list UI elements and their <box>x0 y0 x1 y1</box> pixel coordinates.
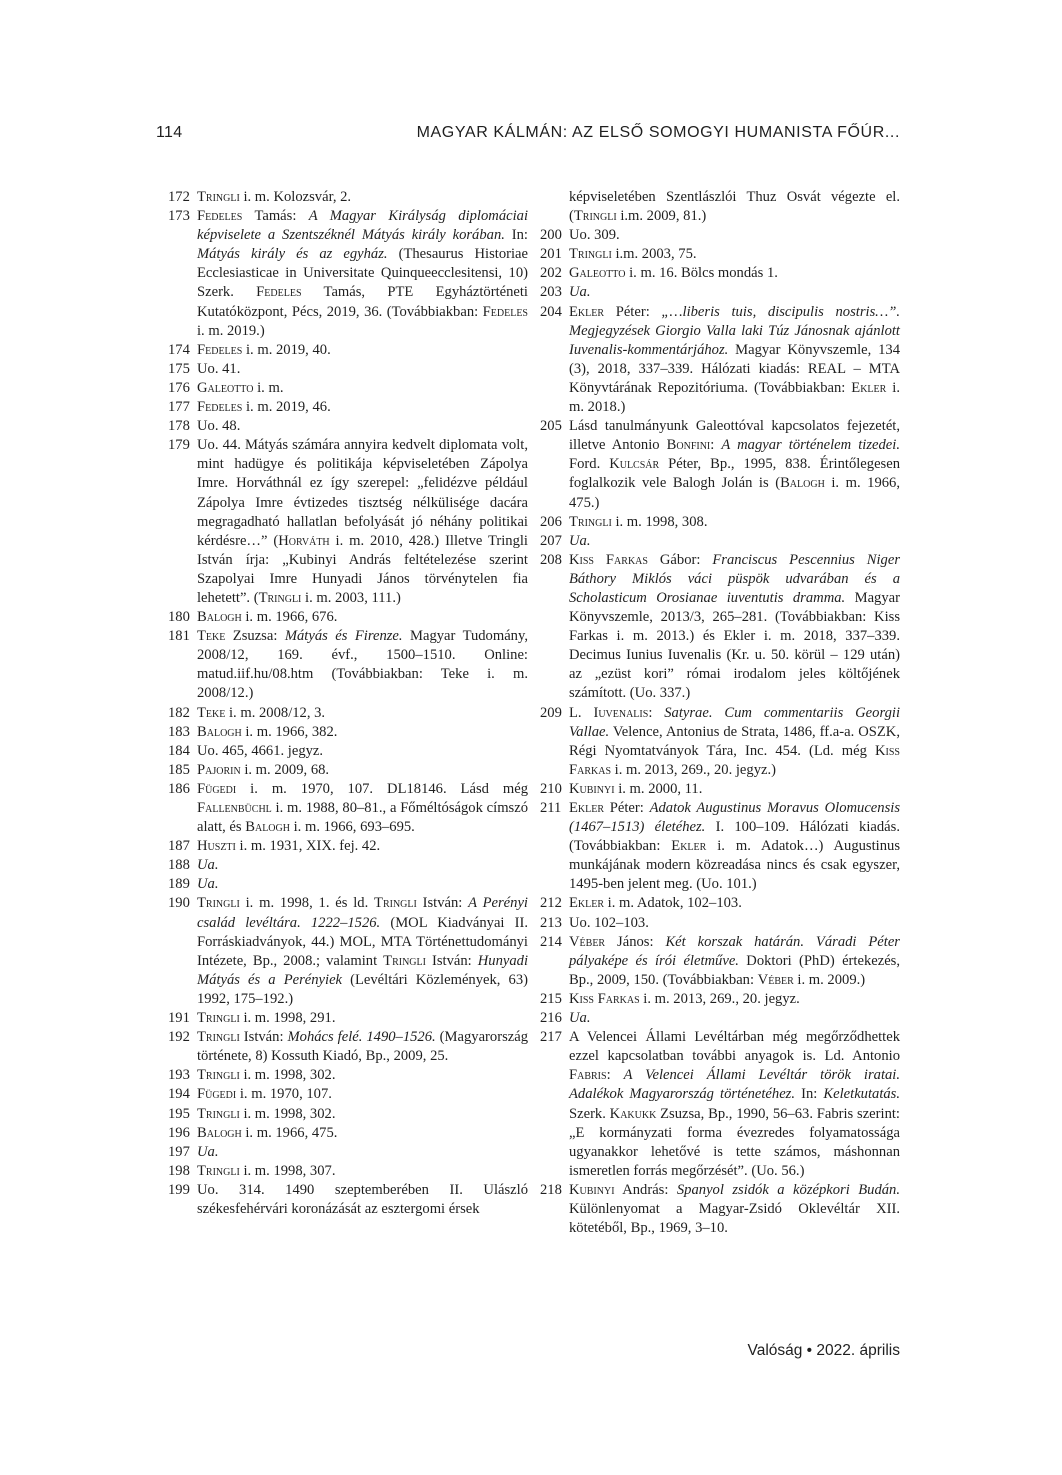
author-name: Tringli <box>573 208 617 225</box>
note-text: In: <box>795 1086 824 1103</box>
footnote-214 <box>540 933 900 990</box>
footnote-209 <box>540 704 900 780</box>
footnote-text <box>197 398 528 417</box>
note-text: Péter: <box>604 800 650 816</box>
note-title: Hunyadi Mátyás és a Perényiek <box>197 952 528 988</box>
footnote-number: 205 <box>540 418 562 435</box>
footnote-text <box>569 1028 900 1181</box>
note-text: i. m. <box>253 379 284 396</box>
note-text: In: <box>504 227 528 244</box>
footnote-183 <box>168 723 528 742</box>
footnote-number: 181 <box>168 628 190 645</box>
footnote-number: 179 <box>168 437 190 454</box>
note-text: Szerk. <box>569 1105 610 1122</box>
note-text: András: <box>614 1181 677 1198</box>
note-title: Ua. <box>569 1010 591 1027</box>
note-text: Uo. 465, 4661. jegyz. <box>197 742 324 759</box>
note-text: L. <box>569 704 594 721</box>
footnote-text <box>569 417 900 512</box>
footnote-number: 189 <box>168 876 190 893</box>
note-text: i. m. 1998, 291. <box>239 1010 336 1027</box>
note-text: Uo. 44. Mátyás számára annyira kedvelt diplomata volt, mint hadügye és politikája képviseletében Zápolya Imre. Horváthnál ez így szerepel: „felidézve például Zápolya Imre évtizedes tisztség nélkülisége dacára megragadható hallatlan befolyását jó néhány politikai kérdésre…” ( <box>197 437 528 549</box>
footnote-text <box>197 894 528 1009</box>
note-text: i. m. 1998, 308. <box>611 513 708 530</box>
note-text: i. m. 1966, 693–695. <box>289 819 415 836</box>
footnote-number: 178 <box>168 418 190 435</box>
note-title: A Velencei Állami Levéltár török iratai. Adalékok Magyarország történetéhez. <box>569 1067 900 1103</box>
author-name: Kiss Farkas <box>569 742 900 778</box>
footnote-text <box>197 1028 528 1066</box>
author-name: Kubinyi <box>569 1181 615 1198</box>
author-name: Kubinyi <box>569 780 615 797</box>
note-text: Zsuzsa: <box>225 628 285 645</box>
footnote-text <box>197 1066 528 1085</box>
footnote-175 <box>168 360 528 379</box>
footnote-211 <box>540 799 900 894</box>
note-text: i. m. 2003, 111.) <box>301 589 401 606</box>
note-text: i. m. 1966, 475.) <box>569 475 900 511</box>
note-title: Mátyás és Firenze. <box>284 628 403 645</box>
author-name: Ekler <box>671 838 707 855</box>
note-text: i. m. 2013, 269., 20. jegyz. <box>639 990 800 1007</box>
note-title: A Perényi család levéltára. 1222–1526. <box>197 895 528 931</box>
footnote-205 <box>540 417 900 512</box>
footnote-text <box>569 303 900 418</box>
footnote-number: 172 <box>168 189 190 205</box>
author-name: Fügedi <box>197 780 237 797</box>
footnote-number: 184 <box>168 742 190 759</box>
author-name: Tringli <box>569 513 612 530</box>
footnote-185 <box>168 761 528 780</box>
footnote-text <box>569 990 900 1009</box>
footnote-number: 211 <box>540 800 562 816</box>
footnote-173 <box>168 207 528 341</box>
author-name: Tringli <box>197 1067 240 1084</box>
note-text: i. m. 1970, 107. DL18146. Lásd még <box>236 780 528 797</box>
footnote-207 <box>540 532 900 551</box>
footnote-186 <box>168 780 528 837</box>
footnote-number: 210 <box>540 780 562 797</box>
author-name: Fedeles <box>197 208 243 225</box>
footnote-213 <box>540 914 900 933</box>
footnote-text <box>197 379 528 398</box>
footnote-number: 176 <box>168 379 190 396</box>
footnote-text <box>569 933 900 990</box>
footnote-text <box>569 226 900 245</box>
note-text: i. m. 1966, 382. <box>241 723 338 740</box>
footnote-number: 213 <box>540 914 562 931</box>
note-text: Uo. 314. 1490 szeptemberében II. Ulászló székesfehérvári koronázását az esztergomi érsek <box>197 1181 528 1217</box>
note-text: Uo. 48. <box>197 418 241 435</box>
author-name: Huszti <box>197 838 236 855</box>
footnote-number: 187 <box>168 838 190 855</box>
note-text: i. m. 1966, 475. <box>241 1124 338 1141</box>
note-title: A magyar történelem tizedei. <box>721 437 900 454</box>
footnote-number: 202 <box>540 265 562 282</box>
footnote-174 <box>168 341 528 360</box>
footnote-text <box>197 1124 528 1143</box>
footnotes-left-column <box>168 188 528 1219</box>
note-text: i. m. 1998, 302. <box>239 1105 336 1122</box>
note-text: : <box>710 437 722 454</box>
note-text: (MOL Kiadványai II. Forráskiadványok, 44.) MOL, MTA Történettudományi Intézete, Bp., 2008.; valamint <box>197 914 528 969</box>
note-text: i. m. Adatok…) Augustinus munkájának modern közreadása nincs és csak egyszer, 1495-ben jelent meg. (Uo. 101.) <box>569 838 900 893</box>
note-text: (Thesaurus Historiae Ecclesiasticae in Universitate Quinqueecclesitensi, 10) Szerk. <box>197 246 528 301</box>
note-text: : <box>606 1067 624 1084</box>
footnote-number: 183 <box>168 723 190 740</box>
footnote-number: 185 <box>168 761 190 778</box>
footnote-203 <box>540 283 900 302</box>
footnote-number: 218 <box>540 1181 562 1198</box>
footnote-text <box>197 417 528 436</box>
author-name: Ekler <box>569 895 605 912</box>
footnote-text <box>197 704 528 723</box>
footnote-208 <box>540 551 900 704</box>
note-text: Uo. 309. <box>569 227 620 244</box>
footnote-text <box>197 875 528 894</box>
footnote-number: 182 <box>168 704 190 721</box>
note-text: Uo. 41. <box>197 360 241 377</box>
author-name: Balogh <box>197 723 242 740</box>
note-text: Péter, Bp., 1995, 838. Érintőlegesen foglalkozik vele Balogh Jolán is ( <box>569 456 900 492</box>
author-name: Fallenbüchl <box>197 800 272 816</box>
footnote-number: 216 <box>540 1010 562 1027</box>
note-text: A Velencei Állami Levéltárban még megőrződhettek ezzel kapcsolatban további anyagok is. Ld. Antonio <box>569 1029 900 1065</box>
author-name: Fabris <box>569 1067 607 1084</box>
note-title: Satyrae. Cum commentariis Georgii Vallae. <box>569 704 900 740</box>
note-text: Lásd tanulmányunk Galeottóval kapcsolatos fejezetét, illetve Antonio <box>569 418 900 454</box>
footnote-number: 206 <box>540 513 562 530</box>
note-text: István: <box>416 895 469 912</box>
note-text: Gábor: <box>647 551 713 568</box>
note-text: (Levéltári Közlemények, 63) 1992, 175–192.) <box>197 971 528 1007</box>
footnote-text <box>197 627 528 703</box>
note-text: Magyar Könyvszemle, 134 (3), 2018, 337–339. Hálózati kiadás: REAL – MTA Könyvtárának Repozitóriuma. (Továbbiakban: <box>569 341 900 396</box>
footnote-text <box>569 551 900 704</box>
note-text: i.m. 2009, 81.) <box>616 208 707 225</box>
footnote-193 <box>168 1066 528 1085</box>
footnote-200 <box>540 226 900 245</box>
author-name: Balogh <box>245 819 290 836</box>
footnote-text <box>569 780 900 799</box>
footnote-text <box>197 1181 528 1219</box>
running-title: MAGYAR KÁLMÁN: AZ ELSŐ SOMOGYI HUMANISTA FŐÚR... <box>416 124 900 141</box>
footnote-text <box>197 1105 528 1124</box>
footnote-text <box>569 532 900 551</box>
footnote-number: 192 <box>168 1029 190 1046</box>
author-name: Balogh <box>780 475 825 492</box>
author-name: Fedeles <box>482 303 528 320</box>
footnote-number: 188 <box>168 857 190 874</box>
footnote-194 <box>168 1085 528 1104</box>
note-title: Két korszak határán. Váradi Péter pályaképe és írói életműve. <box>569 933 900 969</box>
footnote-177 <box>168 398 528 417</box>
footnote-text <box>197 780 528 837</box>
note-text: képviseletében Szentlászlói Thuz Osvát végezte el. ( <box>569 189 900 225</box>
note-text: i. m. Kolozsvár, 2. <box>239 189 352 205</box>
note-text: i. m. 1998, 307. <box>239 1162 336 1179</box>
footnote-199 <box>168 1181 528 1219</box>
note-title: Ua. <box>197 876 219 893</box>
footnote-number: 193 <box>168 1067 190 1084</box>
author-name: Tringli <box>197 1105 240 1122</box>
note-text: i. m. 1970, 107. <box>236 1086 332 1103</box>
author-name: Fedeles <box>197 399 243 416</box>
footnote-text <box>569 1181 900 1238</box>
author-name: Iuvenalis <box>593 704 649 721</box>
author-name: Ekler <box>569 800 605 816</box>
footnote-number: 214 <box>540 933 562 950</box>
author-name: Véber <box>569 933 606 950</box>
author-name: Teke <box>197 704 226 721</box>
footnote-196 <box>168 1124 528 1143</box>
footnote-number: 199 <box>168 1181 190 1198</box>
footnote-number: 173 <box>168 208 190 225</box>
note-text: Magyar Könyvszemle, 2013/3, 265–281. (Továbbiakban: Kiss Farkas i. m. 2013.) és Ekler i. m. 2018, 337–339. Decimus Iunius Iuvenalis (Kr. u. 50. körül – 129 után) az „ezüst kori” római irodalom jeles költőjének számított. (Uo. 337.) <box>569 589 900 702</box>
footnote-number: 207 <box>540 532 562 549</box>
footnote-text <box>197 608 528 627</box>
footnote-206 <box>540 513 900 532</box>
footnote-text <box>197 360 528 379</box>
footnote-210 <box>540 780 900 799</box>
footnote-216 <box>540 1009 900 1028</box>
note-title: Keletkutatás. <box>823 1086 900 1103</box>
footer: Valóság • 2022. április <box>747 1342 900 1359</box>
author-name: Teke <box>197 628 226 645</box>
note-title: Ua. <box>197 857 219 874</box>
author-name: Pajorin <box>197 761 241 778</box>
footnote-184 <box>168 742 528 761</box>
author-name: Galeotto <box>569 265 626 282</box>
note-text: Velence, Antonius de Strata, 1486, ff.a-a. OSZK, Régi Nyomtatványok Tára, Inc. 454. (Ld. még <box>569 723 900 759</box>
footnote-number: 208 <box>540 551 562 568</box>
footnote-number: 209 <box>540 704 562 721</box>
author-name: Kiss Farkas <box>569 990 640 1007</box>
note-title: Ua. <box>569 532 591 549</box>
note-title: „…liberis tuis, discipulis nostris…”. Megjegyzések Giorgio Valla laki Túz Jánosnak ajánlott Iuvenalis-kommentárjához. <box>569 303 900 358</box>
note-text: i.m. 2003, 75. <box>611 246 697 263</box>
author-name: Tringli <box>197 1162 240 1179</box>
note-text: i. m. 2019, 40. <box>242 341 331 358</box>
note-title: Franciscus Pescennius Niger Báthory Miklós váci püspök udvarában és a Scholasticum Orosianae iuventutis dramma. <box>569 551 901 606</box>
footnote-text <box>569 704 900 780</box>
footnote-218 <box>540 1181 900 1238</box>
footnote-201 <box>540 245 900 264</box>
author-name: Ekler <box>851 379 887 396</box>
note-text: Ford. <box>569 456 610 473</box>
footnote-192 <box>168 1028 528 1066</box>
note-text: i. m. 2018.) <box>569 379 900 416</box>
footnote-199-continuation <box>540 188 900 226</box>
footnote-191 <box>168 1009 528 1028</box>
author-name: Tringli <box>374 895 417 912</box>
footnote-number: 215 <box>540 990 562 1007</box>
footnote-text <box>197 1009 528 1028</box>
footnote-178 <box>168 417 528 436</box>
footnote-text <box>569 914 900 933</box>
note-text: i. m. 2010, 428.) Illetve Tringli István írja: „Kubinyi András feltételezése szerint Szapolyai Imre Hunyadi János törvénytelen fia lehetett”. ( <box>197 532 528 606</box>
footnote-number: 195 <box>168 1105 190 1122</box>
note-text: i. m. 1966, 676. <box>241 609 338 626</box>
footnote-172 <box>168 188 528 207</box>
note-text: István: <box>239 1029 288 1046</box>
author-name: Tringli <box>197 1010 240 1027</box>
note-text: i. m. 1988, 80–81., a Főméltóságok címszó alatt, és <box>197 800 528 836</box>
footnote-number: 177 <box>168 399 190 416</box>
footnote-text <box>569 894 900 913</box>
footnote-number: 204 <box>540 303 562 320</box>
author-name: Balogh <box>197 1124 242 1141</box>
footnote-190 <box>168 894 528 1009</box>
author-name: Tringli <box>258 589 302 606</box>
footnote-197 <box>168 1143 528 1162</box>
note-title: A Magyar Királyság diplomáciai képviselete a Szentszéknél Mátyás király korában. <box>197 208 528 244</box>
footnote-215 <box>540 990 900 1009</box>
note-text: i. m. Adatok, 102–103. <box>604 895 742 912</box>
footnote-188 <box>168 856 528 875</box>
note-text: i. m. 16. Bölcs mondás 1. <box>625 265 778 282</box>
note-title: Ua. <box>569 284 591 301</box>
footnote-number: 180 <box>168 609 190 626</box>
note-text: i. m. 1931, XIX. fej. 42. <box>235 838 381 855</box>
note-text: Tamás: <box>242 208 309 225</box>
note-text: i. m. 2000, 11. <box>614 780 703 797</box>
footnote-text <box>197 341 528 360</box>
note-text: Doktori (PhD) értekezés, Bp., 2009, 150. (Továbbiakban: <box>569 952 900 988</box>
footnote-text <box>197 1162 528 1181</box>
note-title: Spanyol zsidók a középkori Budán. <box>676 1181 900 1198</box>
note-title: Ua. <box>197 1143 219 1160</box>
note-text: Magyar Tudomány, 2008/12, 169. évf., 1500–1510. Online: matud.iif.hu/08.htm (Továbbiakban: Teke i. m. 2008/12.) <box>197 628 528 702</box>
footnote-179 <box>168 436 528 608</box>
footnote-text <box>197 1085 528 1104</box>
author-name: Ekler <box>569 303 605 320</box>
footnote-176 <box>168 379 528 398</box>
author-name: Tringli <box>383 952 426 969</box>
footnote-text <box>197 436 528 608</box>
note-text: i. m. 2019, 46. <box>242 399 331 416</box>
note-text: i. m. 1998, 302. <box>239 1067 336 1084</box>
note-text: i. m. 2009.) <box>793 971 866 988</box>
footnote-number: 217 <box>540 1029 562 1046</box>
footnote-text <box>197 207 528 341</box>
footnote-text <box>197 723 528 742</box>
author-name: Fügedi <box>197 1086 237 1103</box>
footnote-number: 198 <box>168 1162 190 1179</box>
footnote-text <box>569 283 900 302</box>
author-name: Tringli <box>569 246 612 263</box>
author-name: Fedeles <box>256 284 302 301</box>
page-number: 114 <box>156 124 183 141</box>
footnote-number: 212 <box>540 895 562 912</box>
footnote-number: 186 <box>168 780 190 797</box>
footnote-text <box>569 513 900 532</box>
footnote-text <box>197 761 528 780</box>
note-text: (Magyarország története, 8) Kossuth Kiadó, Bp., 2009, 25. <box>197 1029 528 1065</box>
footnotes-right-column <box>540 188 900 1238</box>
footnote-187 <box>168 837 528 856</box>
footnote-text <box>569 1009 900 1028</box>
footnote-number: 191 <box>168 1010 190 1027</box>
note-text: : <box>648 704 665 721</box>
note-text: i. m. 1998, 1. és ld. <box>239 895 375 912</box>
footnote-number: 194 <box>168 1086 190 1103</box>
note-text: I. 100–109. Hálózati kiadás. (Továbbiakban: <box>569 819 900 855</box>
author-name: Horváth <box>278 532 330 549</box>
footnote-204 <box>540 303 900 418</box>
footnote-195 <box>168 1105 528 1124</box>
author-name: Balogh <box>197 609 242 626</box>
note-text: István: <box>425 952 478 969</box>
author-name: Kakukk <box>609 1105 657 1122</box>
author-name: Galeotto <box>197 379 254 396</box>
author-name: Tringli <box>197 895 240 912</box>
note-text: Péter: <box>604 303 662 320</box>
footnote-189 <box>168 875 528 894</box>
author-name: Fedeles <box>197 341 243 358</box>
footnote-202 <box>540 264 900 283</box>
note-title: Mohács felé. 1490–1526. <box>287 1029 436 1046</box>
author-name: Kulcsár <box>609 456 660 473</box>
footnote-number: 201 <box>540 246 562 263</box>
footnote-212 <box>540 894 900 913</box>
footnote-text <box>197 188 528 207</box>
note-text: Különlenyomat a Magyar-Zsidó Oklevéltár XII. kötetéből, Bp., 1969, 3–10. <box>569 1200 900 1237</box>
note-text: i. m. 2009, 68. <box>240 761 330 778</box>
note-title: Mátyás király és az egyház. <box>197 246 388 263</box>
footnote-number: 197 <box>168 1143 190 1160</box>
note-title: Adatok Augustinus Moravus Olomucensis (1467–1513) életéhez. <box>569 800 900 836</box>
footnote-number: 196 <box>168 1124 190 1141</box>
note-text: Tamás, PTE Egyháztörténeti Kutatóközpont, Pécs, 2019, 36. (Továbbiakban: <box>197 284 528 320</box>
author-name: Kiss Farkas <box>569 551 648 568</box>
footnote-text <box>197 856 528 875</box>
author-name: Bonfini <box>666 437 711 454</box>
footnote-text <box>197 837 528 856</box>
footnote-number: 203 <box>540 284 562 301</box>
author-name: Véber <box>757 971 794 988</box>
footnote-text <box>569 264 900 283</box>
note-text: i. m. 2008/12, 3. <box>225 704 326 721</box>
note-text: Zsuzsa, Bp., 1990, 56–63. Fabris szerint: „E kormányzati forma évezredes folyamatossága ugyanakkor lehetővé is tette számos, máshonnan ismeretlen forrás megőrzését”. (Uo. 56.) <box>569 1105 900 1179</box>
note-text: i. m. 2013, 269., 20. jegyz.) <box>611 761 776 778</box>
author-name: Tringli <box>197 189 240 205</box>
footnote-text <box>569 799 900 894</box>
footnote-180 <box>168 608 528 627</box>
footnote-text <box>569 245 900 264</box>
footnote-198 <box>168 1162 528 1181</box>
note-text: János: <box>605 933 666 950</box>
footnote-181 <box>168 627 528 703</box>
footnote-number: 175 <box>168 360 190 377</box>
footnote-text <box>197 742 528 761</box>
footnote-217 <box>540 1028 900 1181</box>
footnote-text <box>197 1143 528 1162</box>
footnote-number: 174 <box>168 341 190 358</box>
author-name: Tringli <box>197 1029 240 1046</box>
footnote-182 <box>168 704 528 723</box>
note-text: i. m. 2019.) <box>197 322 265 339</box>
note-text: Uo. 102–103. <box>569 914 649 931</box>
footnote-number: 200 <box>540 227 562 244</box>
footnote-number: 190 <box>168 895 190 912</box>
